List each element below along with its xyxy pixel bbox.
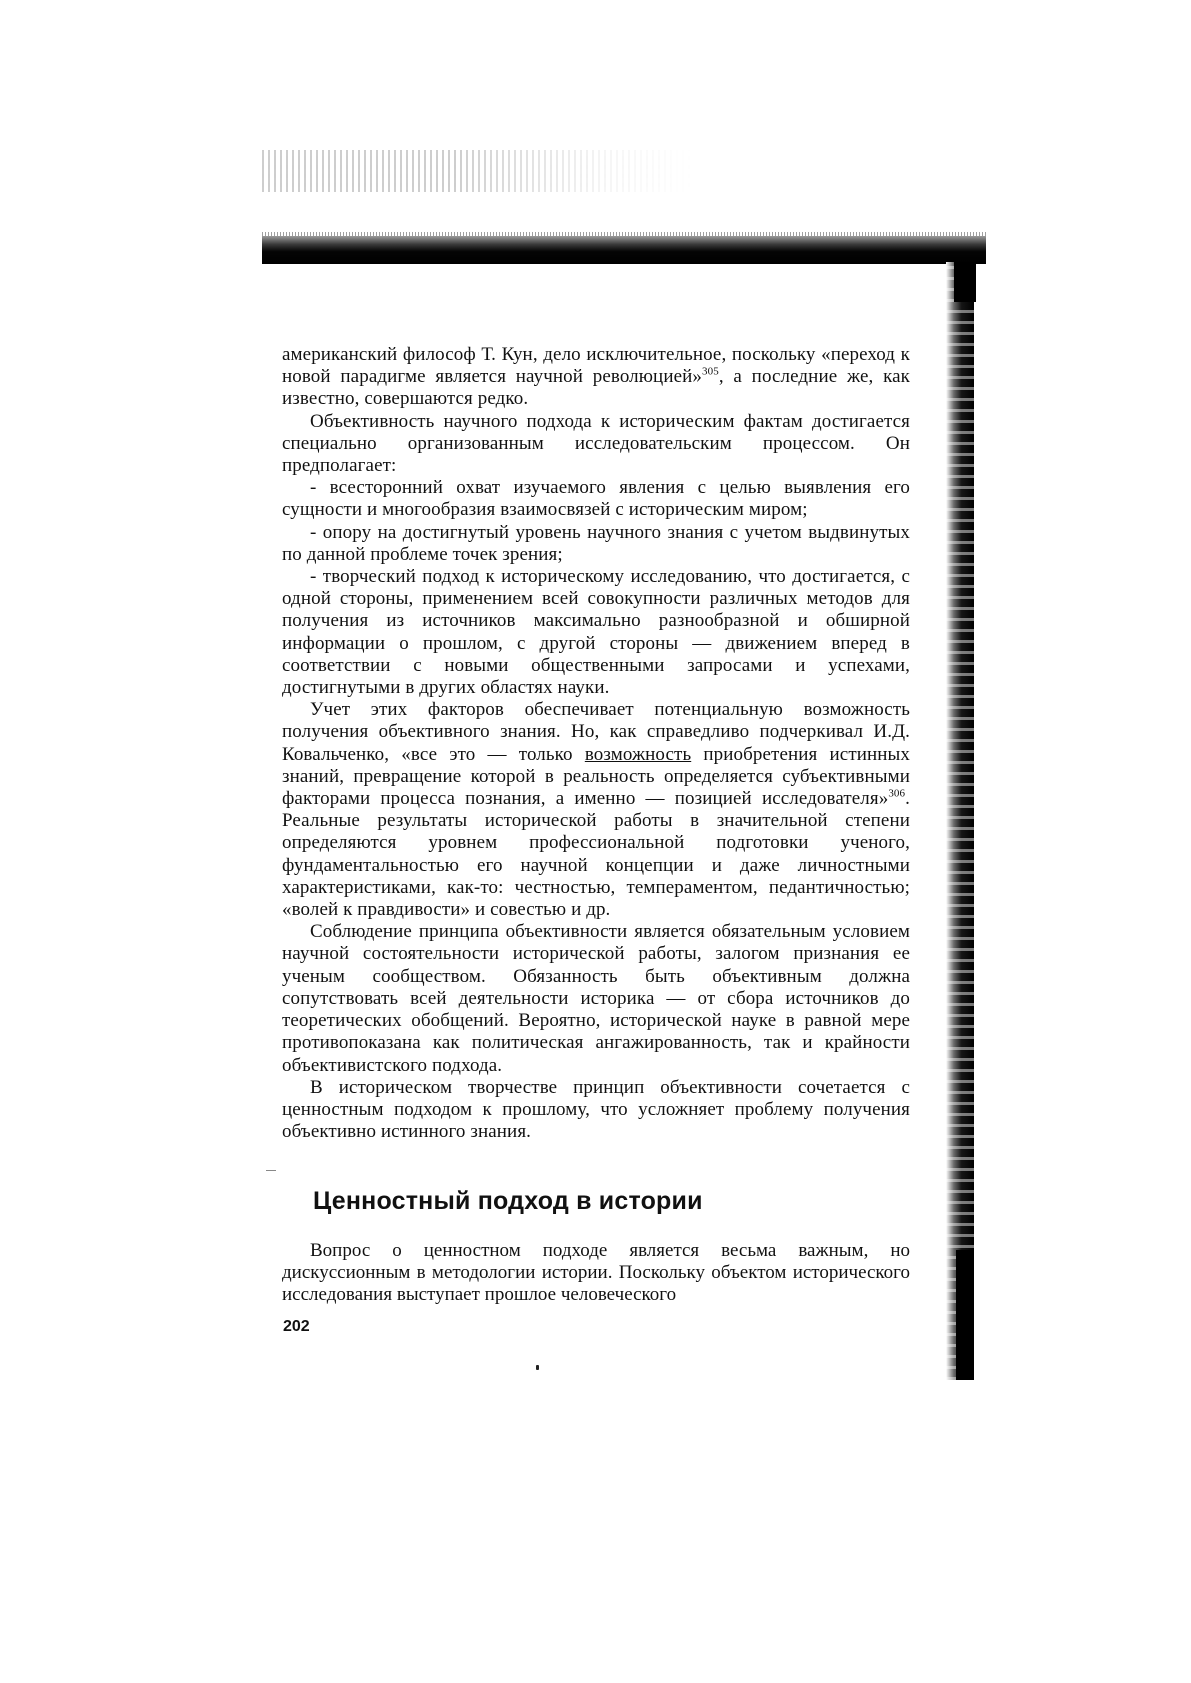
section-body-text — [282, 1240, 910, 1307]
scan-right-edge-bottom — [956, 1250, 974, 1380]
list-item-knowledge-level: - опору на достигнутый уровень научного знания с учетом выдвинутых по данной проблеме точек зрения; — [282, 521, 910, 565]
scan-top-shadow-bar — [262, 236, 986, 264]
paragraph-3-tail: . Реальные результаты исторической работы в значительной степени определяются уровнем профессиональной подготовки ученого, фундаментальностью его научной концепции и даже личностными характеристиками, как-то: честностью, темпераментом, педантичностью; «волей к правдивости» и совестью и др. — [282, 788, 910, 921]
paragraph-1-text: американский философ Т. Кун, дело исключительное, поскольку «переход к новой парадигме является научной революцией» — [282, 344, 910, 388]
paragraph-1 — [282, 344, 910, 411]
scan-speck-margin — [266, 1170, 276, 1171]
footnote-ref-306: 306 — [888, 787, 906, 800]
paragraph-4: Соблюдение принципа объективности является обязательным условием научной состоятельности исторической работы, залогом признания ее ученым сообществом. Обязанность быть объективным должна сопутствовать всей деятельности историка — от сбора источников до теоретических обобщений. Вероятно, исторической науке в равной мере противопоказана как политическая ангажированность, так и крайности объективистского подхода. — [282, 921, 910, 1076]
scan-right-shadow-edge — [946, 262, 974, 1380]
scan-speck — [536, 1365, 539, 1370]
body-text — [282, 344, 910, 1143]
underlined-word: возможность — [584, 743, 692, 765]
section-heading: Ценностный подход в истории — [313, 1187, 703, 1215]
paragraph-3-text: Учет этих факторов обеспечивает потенциальную возможность получения объективного знания. Но, как справедливо подчеркивал И.Д. Ковальченко, «все это — только — [282, 699, 910, 765]
paragraph-1-tail: , а последние же, как известно, совершаются редко. — [282, 366, 910, 410]
page-number: 202 — [283, 1318, 310, 1335]
section-paragraph-1: Вопрос о ценностном подходе является весьма важным, но дискуссионным в методологии истории. Поскольку объектом исторического исследования выступает прошлое человеческого — [282, 1240, 910, 1306]
paragraph-2: Объективность научного подхода к историческим фактам достигается специально организованным исследовательским процессом. Он предполагает: — [282, 410, 910, 477]
footnote-ref-305: 305 — [702, 365, 719, 378]
scan-noise-header — [262, 150, 692, 192]
paragraph-5: В историческом творчестве принцип объективности сочетается с ценностным подходом к прошлому, что усложняет проблему получения объективно истинного знания. — [282, 1076, 910, 1143]
paragraph-3-quote: приобретения истинных знаний, превращение которой в реальность определяется субъективными факторами процесса познания, а именно — позицией исследователя» — [282, 743, 911, 810]
scan-right-edge-top — [954, 262, 976, 302]
paragraph-3 — [282, 699, 910, 921]
list-item-creative-approach: - творческий подход к историческому исследованию, что достигается, с одной стороны, применением всей совокупности различных методов для получения из источников максимально разнообразной и обширной информации о прошлом, с другой стороны — движением вперед в соответствии с новыми общественными запросами и успехами, достигнутыми в других областях науки. — [282, 566, 910, 699]
list-item-comprehensive: - всесторонний охват изучаемого явления с целью выявления его сущности и многообразия взаимосвязей с историческим миром; — [282, 477, 910, 521]
